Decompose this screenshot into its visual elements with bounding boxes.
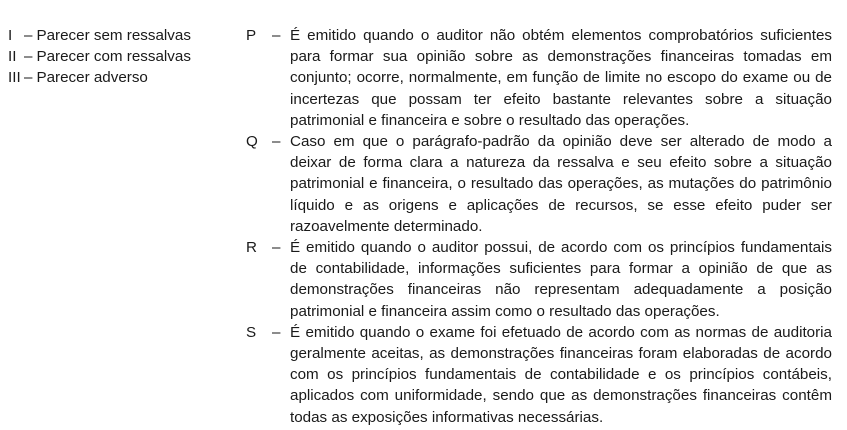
- parecer-numeral: II: [8, 48, 17, 65]
- definition-item-q: [246, 131, 832, 237]
- definition-dash: –: [272, 323, 281, 341]
- parecer-numeral: III: [8, 69, 21, 86]
- definition-dash: –: [272, 239, 281, 257]
- parecer-label: Parecer adverso: [36, 69, 148, 86]
- parecer-label: Parecer sem ressalvas: [36, 27, 191, 44]
- definition-item-r: [246, 237, 832, 322]
- definition-list: [246, 25, 832, 428]
- definition-dash: –: [272, 133, 281, 151]
- parecer-numeral: I: [8, 27, 13, 44]
- parecer-dash: –: [24, 69, 33, 86]
- parecer-dash: –: [24, 27, 33, 44]
- definition-text: É emitido quando o auditor possui, de acordo com os princípios fundamentais de contabilidade, informações suficientes para formar a opinião de que as demonstrações financeiras não representam adequadamente a posição patrimonial e financeira assim como o resultado das operações.: [290, 239, 832, 320]
- parecer-item-iii: [8, 67, 228, 88]
- definition-text: Caso em que o parágrafo-padrão da opinião deve ser alterado de modo a deixar de forma clara a natureza da ressalva e seu efeito sobre a situação patrimonial e financeira, o resultado das operações, as mutações do patrimônio líquido e as origens e aplicações de recursos, se esse efeito puder ser razoavelmente determinado.: [290, 133, 832, 235]
- definition-item-p: [246, 25, 832, 131]
- definition-text: É emitido quando o auditor não obtém elementos comprobatórios suficientes para formar sua opinião sobre as demonstrações financeiras tomadas em conjunto; ocorre, normalmente, em função de limite no escopo do exame ou de incertezas que possam ter efeito bastante relevantes sobre a situação patrimonial e financeira e sobre o resultado das operações.: [290, 27, 832, 129]
- definition-item-s: [246, 322, 832, 428]
- parecer-item-i: [8, 25, 228, 46]
- parecer-dash: –: [24, 48, 33, 65]
- definition-dash: –: [272, 27, 281, 44]
- parecer-item-ii: [8, 46, 228, 67]
- parecer-label: Parecer com ressalvas: [36, 48, 191, 65]
- definition-letter: R: [246, 239, 257, 257]
- definition-letter: Q: [246, 133, 258, 151]
- definition-letter: S: [246, 323, 257, 341]
- definition-text: É emitido quando o exame foi efetuado de acordo com as normas de auditoria geralmente aceitas, as demonstrações financeiras foram elaboradas de acordo com os princípios fundamentais de contabilidade e os princípios contábeis, aplicados com uniformidade, sendo que as demonstrações financeiras contêm todas as exposições informativas necessárias.: [290, 323, 832, 426]
- parecer-list: [8, 25, 228, 88]
- definition-letter: P: [246, 27, 257, 44]
